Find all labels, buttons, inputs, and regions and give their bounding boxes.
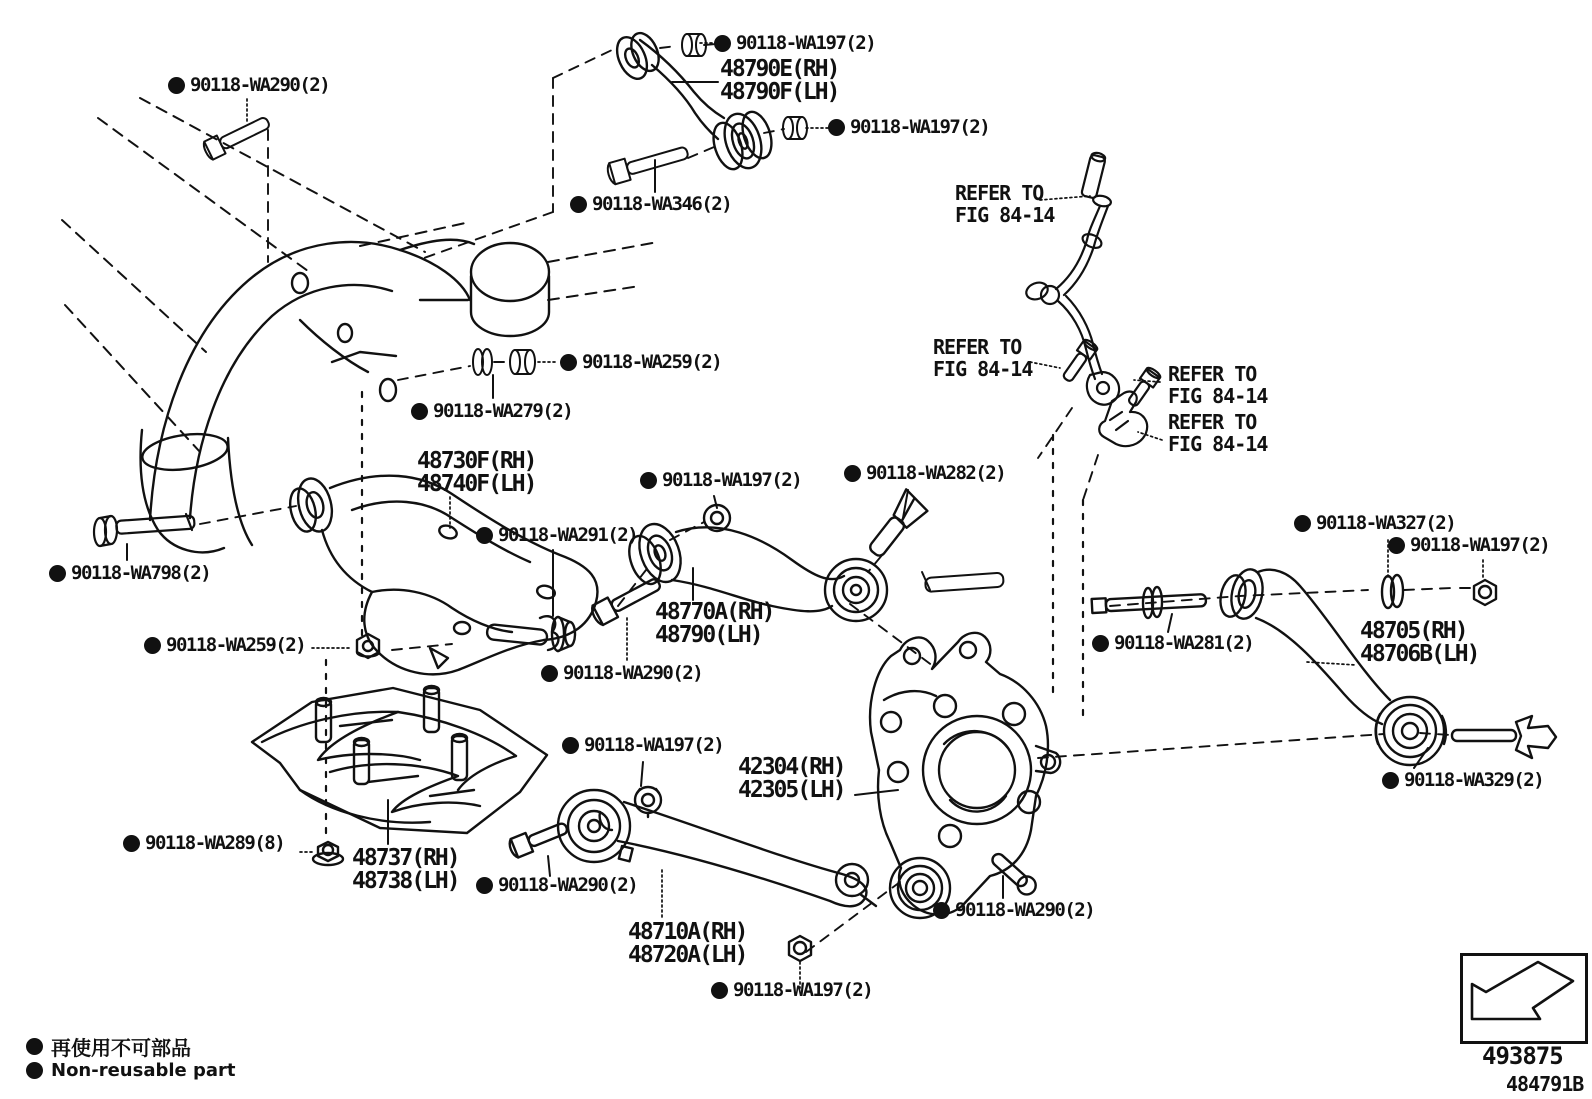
part-number: 90118-WA346(2) [592, 193, 732, 215]
part-number: 90118-WA291(2) [498, 524, 638, 546]
part-label-48730 [417, 450, 535, 497]
non-reusable-dot [640, 472, 657, 489]
callout-wa289 [123, 832, 284, 854]
non-reusable-dot [123, 835, 140, 852]
refer-note-clamp [1168, 411, 1267, 456]
part-label-42304 [738, 756, 845, 803]
assembly-dashed-lines [200, 44, 1472, 952]
part-number: 90118-WA279(2) [433, 400, 573, 422]
callout-wa290-bottom-right [933, 899, 1094, 921]
part-number-lh: 48790(LH) [655, 622, 762, 649]
callout-wa327 [1294, 512, 1455, 534]
refer-line: REFER TO [1168, 410, 1257, 434]
non-reusable-dot [476, 527, 493, 544]
non-reusable-dot [1294, 515, 1311, 532]
callout-wa197-knuckle [562, 734, 723, 756]
part-number: 90118-WA197(2) [736, 32, 876, 54]
part-number-lh: 48740F(LH) [417, 471, 536, 498]
part-number: 90118-WA259(2) [166, 634, 306, 656]
part-number: 90118-WA290(2) [190, 74, 330, 96]
part-number-rh: 48770A(RH) [655, 599, 774, 625]
part-number-lh: 48790F(LH) [720, 79, 839, 106]
refer-line: FIG 84-14 [955, 203, 1055, 228]
refer-line: FIG 84-14 [1168, 432, 1268, 457]
legend-non-reusable-jp [26, 1032, 191, 1061]
refer-line: REFER TO [1168, 362, 1257, 386]
part-number-rh: 48737(RH) [352, 845, 459, 871]
body-reference-lines [62, 98, 658, 452]
part-label-48770 [655, 601, 773, 648]
non-reusable-dot [828, 119, 845, 136]
bolt-wa798-drawing [94, 514, 195, 546]
callout-wa290-mid [541, 662, 702, 684]
refer-line: REFER TO [955, 181, 1044, 205]
non-reusable-dot [711, 982, 728, 999]
part-number: 90118-WA290(2) [563, 662, 703, 684]
non-reusable-dot [541, 665, 558, 682]
callout-wa197-arm2 [640, 469, 801, 491]
part-number-lh: 42305(LH) [738, 777, 845, 804]
non-reusable-dot [560, 354, 577, 371]
refer-note-clamp-bolt [1168, 363, 1267, 408]
legend-non-reusable-en [26, 1060, 236, 1081]
refer-note-sensor-top [955, 182, 1054, 227]
non-reusable-dot [476, 877, 493, 894]
callout-wa798 [49, 562, 210, 584]
legend-text-en: Non-reusable part [51, 1060, 236, 1081]
refer-line: FIG 84-14 [933, 357, 1033, 382]
non-reusable-dot [26, 1038, 43, 1055]
figure-nav-box[interactable] [1460, 953, 1588, 1044]
non-reusable-dot [570, 196, 587, 213]
non-reusable-dot [144, 637, 161, 654]
drawing-code: 484791B [1506, 1072, 1584, 1096]
figure-number: 493875 [1482, 1042, 1563, 1070]
non-reusable-dot [411, 403, 428, 420]
non-reusable-dot [562, 737, 579, 754]
part-number: 90118-WA197(2) [1410, 534, 1550, 556]
callout-wa197-bottom [711, 979, 872, 1001]
non-reusable-dot [26, 1062, 43, 1079]
part-number: 90118-WA281(2) [1114, 632, 1254, 654]
callout-wa197-upper-arm-front [714, 32, 875, 54]
part-number-rh: 48730F(RH) [417, 448, 536, 474]
part-number-rh: 42304(RH) [738, 754, 845, 780]
legend-text-jp: 再使用不可部品 [51, 1036, 191, 1060]
refer-line: FIG 84-14 [1168, 384, 1268, 409]
part-number: 90118-WA197(2) [733, 979, 873, 1001]
part-number: 90118-WA329(2) [1404, 769, 1544, 791]
part-number-rh: 48790E(RH) [720, 56, 839, 82]
non-reusable-dot [1092, 635, 1109, 652]
part-number: 90118-WA197(2) [584, 734, 724, 756]
callout-wa329 [1382, 769, 1543, 791]
part-number: 90118-WA197(2) [662, 469, 802, 491]
part-label-48737 [352, 847, 459, 894]
callout-wa279 [411, 400, 572, 422]
non-reusable-dot [714, 35, 731, 52]
callout-wa290-bottom-left [476, 874, 637, 896]
part-label-48710 [628, 921, 746, 968]
part-number: 90118-WA798(2) [71, 562, 211, 584]
callout-wa281 [1092, 632, 1253, 654]
callout-wa259-bottom [144, 634, 305, 656]
part-number-rh: 48705(RH) [1360, 618, 1467, 644]
knuckle-42304-drawing [870, 633, 1060, 918]
part-number: 90118-WA259(2) [582, 351, 722, 373]
subframe-drawing [140, 240, 558, 650]
trailing-arm-48705-drawing [1092, 566, 1556, 765]
refer-note-sensor-bolt [933, 336, 1032, 381]
callout-wa346 [570, 193, 731, 215]
part-number: 90118-WA290(2) [498, 874, 638, 896]
part-number: 90118-WA197(2) [850, 116, 990, 138]
part-label-48705 [1360, 620, 1478, 667]
callout-wa291 [476, 524, 637, 546]
non-reusable-dot [933, 902, 950, 919]
cover-plate-48737-drawing [252, 634, 547, 865]
callout-wa282 [844, 462, 1005, 484]
part-label-48790 [720, 58, 838, 105]
callout-wa197-right [1388, 534, 1549, 556]
non-reusable-dot [49, 565, 66, 582]
part-number: 90118-WA289(8) [145, 832, 285, 854]
part-number: 90118-WA282(2) [866, 462, 1006, 484]
non-reusable-dot [1388, 537, 1405, 554]
part-number-lh: 48720A(LH) [628, 942, 747, 969]
part-number: 90118-WA290(2) [955, 899, 1095, 921]
non-reusable-dot [1382, 772, 1399, 789]
non-reusable-dot [168, 77, 185, 94]
part-number-lh: 48738(LH) [352, 868, 459, 895]
part-number-lh: 48706B(LH) [1360, 641, 1479, 668]
callout-wa290-top-left [168, 74, 329, 96]
part-number-rh: 48710A(RH) [628, 919, 747, 945]
callout-wa197-upper-arm-rear [828, 116, 989, 138]
callout-wa259-top [560, 351, 721, 373]
refer-line: REFER TO [933, 335, 1022, 359]
non-reusable-dot [844, 465, 861, 482]
part-number: 90118-WA327(2) [1316, 512, 1456, 534]
